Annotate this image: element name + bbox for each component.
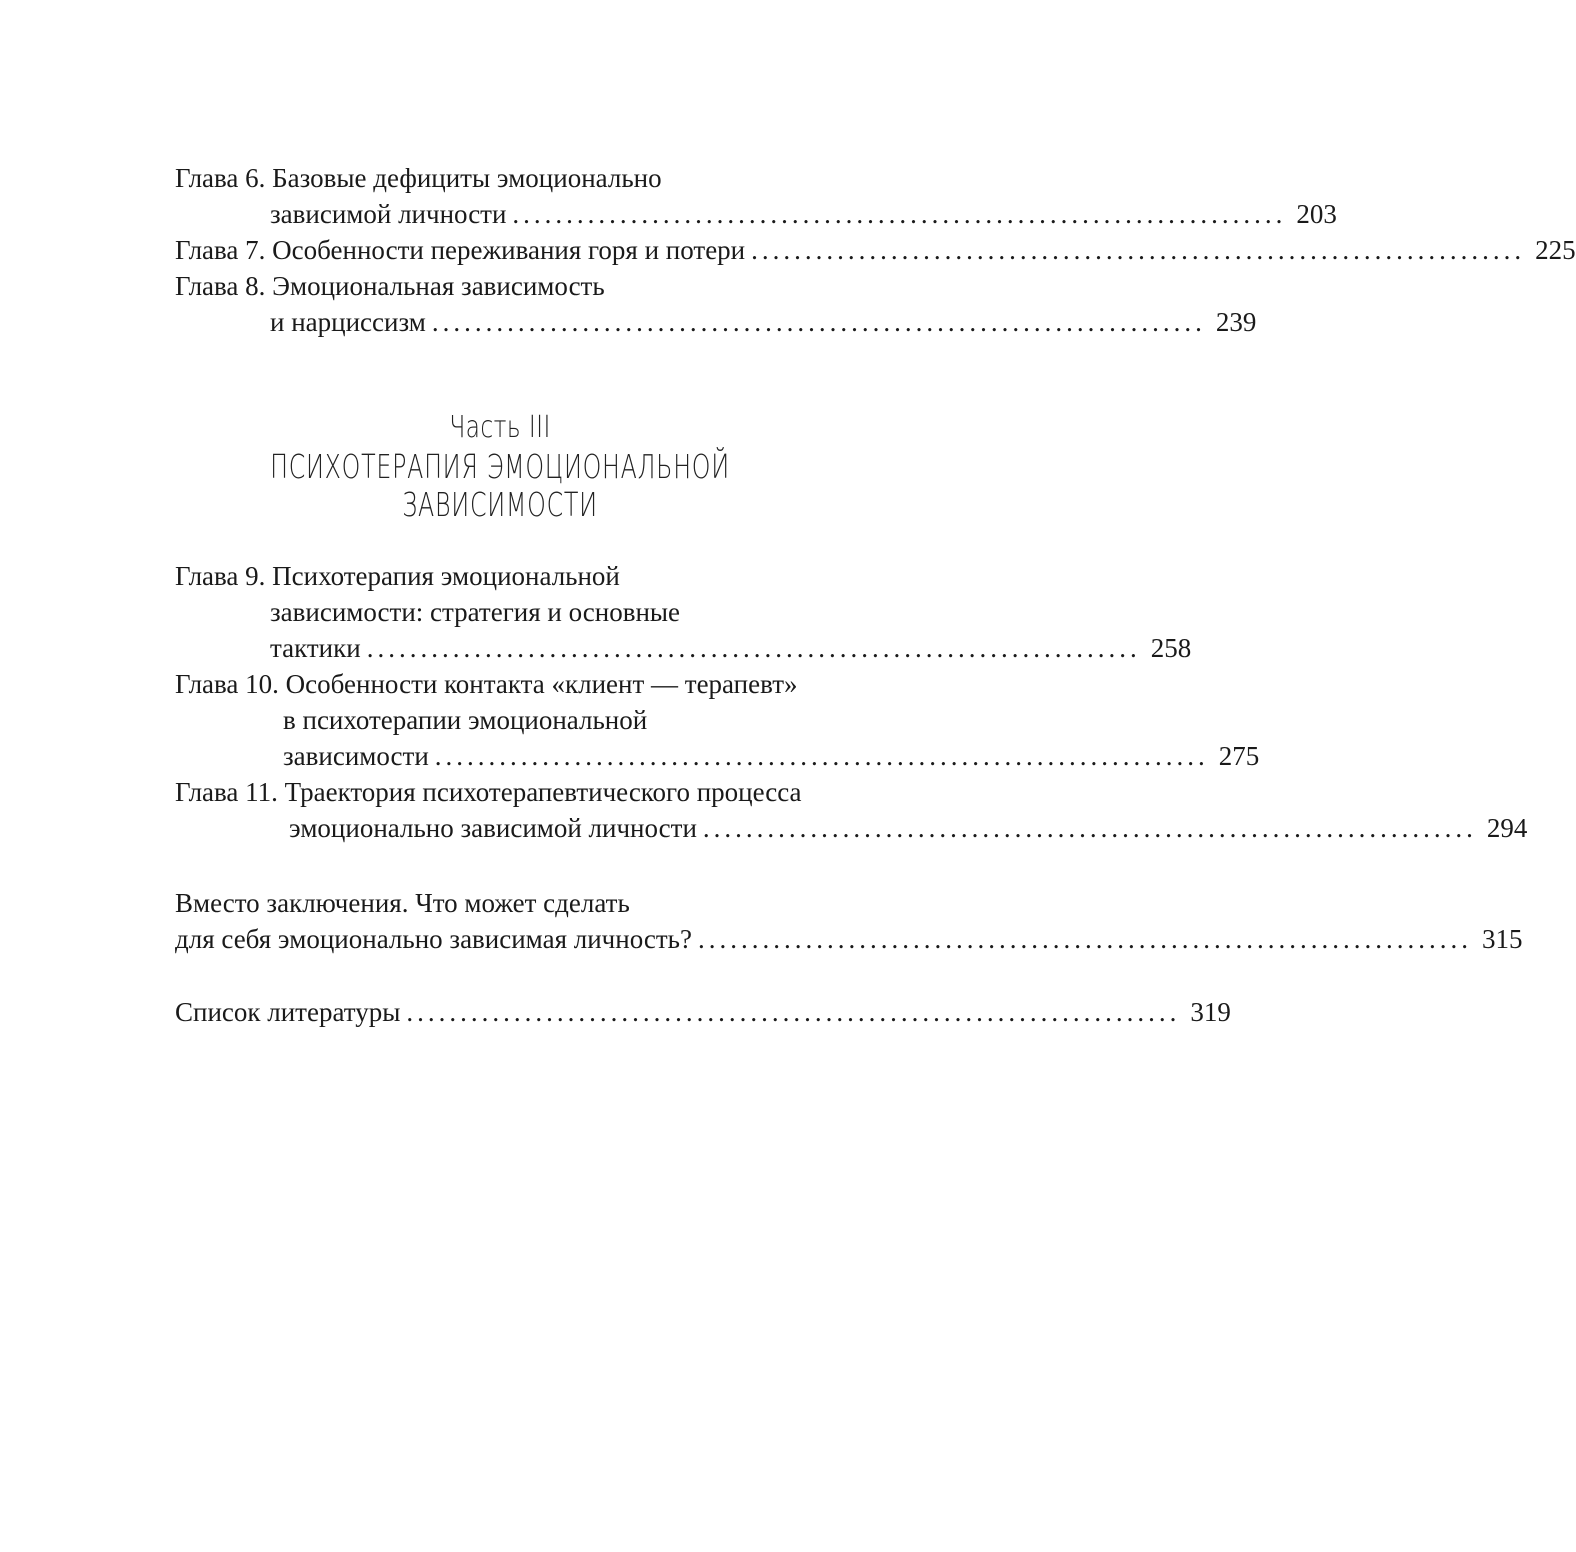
part-label: Часть III [449,410,551,445]
chapter-9-title-cont: зависимости: стратегия и основные [270,597,681,627]
toc-entry-chapter-6-cont[interactable] [175,196,1337,232]
chapter-8-title: Глава 8. Эмоциональная зависимость [175,271,605,301]
toc-section-top [175,160,1576,340]
chapter-9-title: Глава 9. Психотерапия эмоциональной [175,561,620,591]
part-title-line-1: ПСИХОТЕРАПИЯ ЭМОЦИОНАЛЬНОЙ [270,447,730,486]
toc-entry-chapter-9[interactable] [175,558,885,594]
toc-entry-chapter-7[interactable] [175,232,1576,268]
toc-section-bibliography [175,994,1231,1030]
toc-entry-chapter-11[interactable] [175,774,885,810]
chapter-8-page: 239 [1215,307,1257,337]
toc-entry-chapter-6[interactable] [175,160,885,196]
conclusion-title: Вместо заключения. Что может сделать [175,888,630,918]
toc-entry-chapter-8-cont[interactable] [175,304,1257,340]
chapter-6-title: Глава 6. Базовые дефициты эмоционально [175,163,662,193]
dot-leader: ........................................................................ [431,307,1206,337]
chapter-11-title: Глава 11. Траектория психотерапевтического процесса [175,777,802,807]
dot-leader: ........................................................................ [702,813,1477,843]
dot-leader: ........................................................................ [697,924,1472,954]
toc-entry-chapter-9-cont[interactable] [175,594,885,630]
toc-entry-chapter-8[interactable] [175,268,885,304]
dot-leader: ........................................................................ [512,199,1287,229]
dot-leader: ........................................................................ [751,235,1526,265]
toc-entry-bibliography[interactable] [175,994,1231,1030]
toc-entry-chapter-10-cont[interactable] [175,702,885,738]
toc-entry-conclusion-cont[interactable] [175,921,1523,957]
part-title [140,448,860,524]
toc-entry-chapter-11-cont[interactable] [175,810,1528,846]
chapter-10-title-cont2: зависимости [283,741,429,771]
dot-leader: ........................................................................ [434,741,1209,771]
chapter-6-title-cont: зависимой личности [270,199,507,229]
chapter-6-page: 203 [1296,199,1337,229]
chapter-10-title: Глава 10. Особенности контакта «клиент — терапевт» [175,669,798,699]
chapter-7-title: Глава 7. Особенности переживания горя и потери [175,235,746,265]
bibliography-title: Список литературы [175,997,401,1027]
bibliography-page: 319 [1190,997,1231,1027]
chapter-8-title-cont: и нарциссизм [270,307,426,337]
dot-leader: ........................................................................ [366,633,1141,663]
toc-section-conclusion [175,885,1523,957]
toc-section-part-3 [175,558,1528,846]
part-title-line-2: ЗАВИСИМОСТИ [402,485,598,524]
chapter-11-title-cont: эмоционально зависимой личности [289,813,697,843]
toc-entry-chapter-9-cont2[interactable] [175,630,1192,666]
chapter-11-page: 294 [1486,813,1528,843]
chapter-10-title-cont: в психотерапии эмоциональной [283,705,648,735]
chapter-9-title-cont2: тактики [270,633,361,663]
dot-leader: ........................................................................ [406,997,1181,1027]
conclusion-title-cont: для себя эмоционально зависимая личность? [175,924,692,954]
chapter-10-page: 275 [1218,741,1260,771]
toc-entry-chapter-10[interactable] [175,666,885,702]
chapter-9-page: 258 [1150,633,1192,663]
toc-entry-chapter-10-cont2[interactable] [175,738,1260,774]
toc-entry-conclusion[interactable] [175,885,885,921]
chapter-7-page: 225 [1535,235,1576,265]
conclusion-page: 315 [1481,924,1523,954]
